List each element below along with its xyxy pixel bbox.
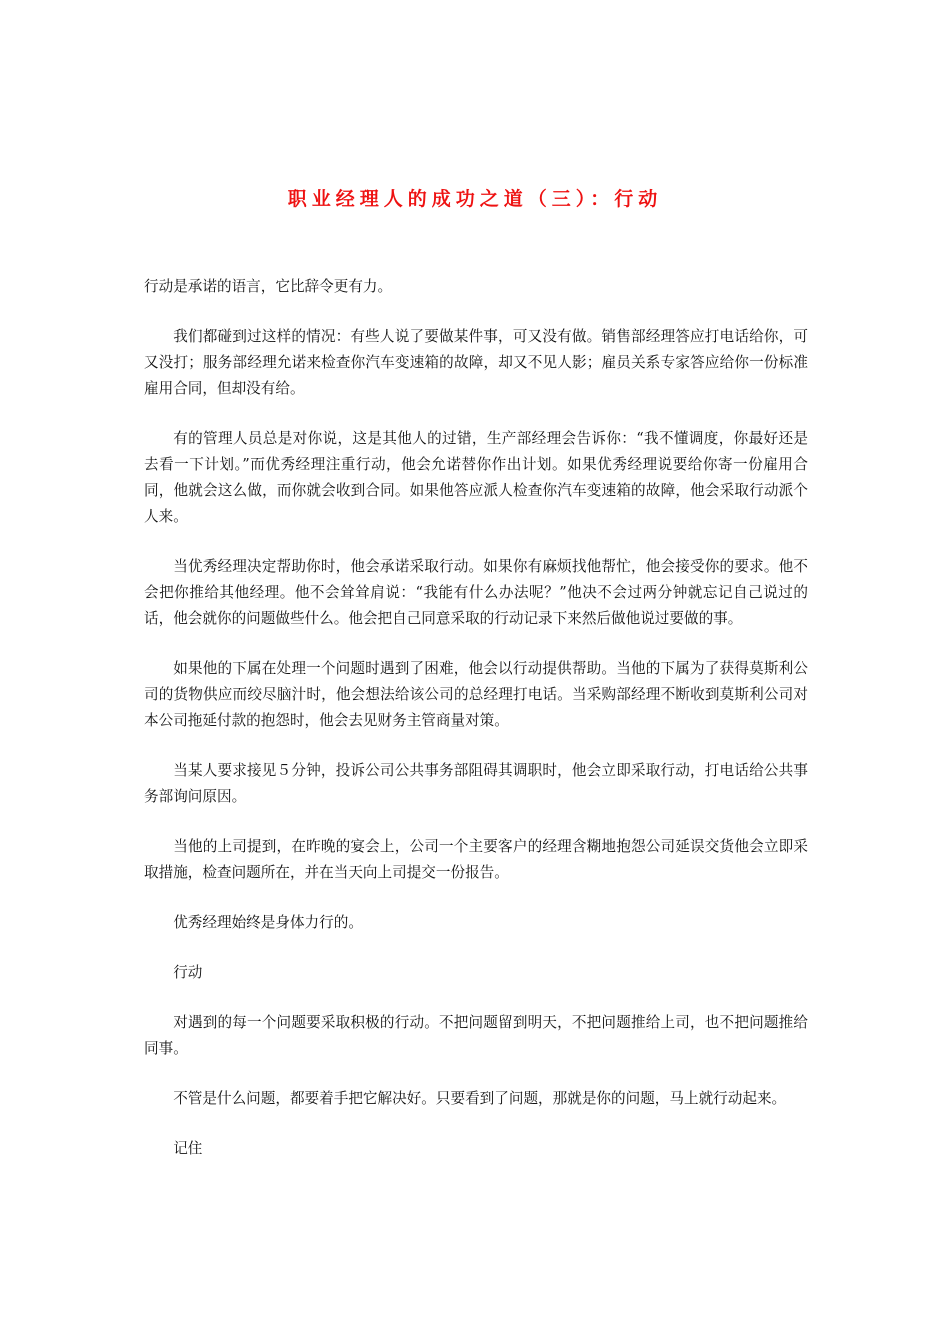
paragraph: 优秀经理始终是身体力行的。	[173, 914, 363, 931]
section-heading: 记住	[173, 1140, 203, 1157]
paragraph: 不管是什么问题，都要着手把它解决好。只要看到了问题，那就是你的问题，马上就行动起来。	[173, 1090, 787, 1107]
paragraph: 对遇到的每一个问题要采取积极的行动。不把问题留到明天，不把问题推给上司，也不把问题推给同事。	[144, 1014, 808, 1057]
paragraph: 如果他的下属在处理一个问题时遇到了困难，他会以行动提供帮助。当他的下属为了获得莫斯利公司的货物供应而绞尽脑汁时，他会想法给该公司的总经理打电话。当采购部经理不断收到莫斯利公司对本公司拖延付款的抱怨时，他会去见财务主管商量对策。	[144, 660, 808, 729]
paragraph-intro: 行动是承诺的语言，它比辞令更有力。	[144, 278, 393, 295]
paragraph: 有的管理人员总是对你说，这是其他人的过错，生产部经理会告诉你：“我不懂调度，你最好还是去看一下计划。”而优秀经理注重行动，他会允诺替你作出计划。如果优秀经理说要给你寄一份雇用合同，他就会这么做，而你就会收到合同。如果他答应派人检查你汽车变速箱的故障，他会采取行动派个人来。	[144, 430, 808, 525]
document-body	[144, 274, 808, 1162]
paragraph: 当某人要求接见５分钟，投诉公司公共事务部阻碍其调职时，他会立即采取行动，打电话给公共事务部询问原因。	[144, 762, 808, 805]
document-title: 职业经理人的成功之道（三）：行动	[287, 188, 663, 210]
paragraph: 当他的上司提到，在昨晚的宴会上，公司一个主要客户的经理含糊地抱怨公司延误交货他会立即采取措施，检查问题所在，并在当天向上司提交一份报告。	[144, 838, 808, 881]
section-heading: 行动	[173, 964, 203, 981]
paragraph: 当优秀经理决定帮助你时，他会承诺采取行动。如果你有麻烦找他帮忙，他会接受你的要求。他不会把你推给其他经理。他不会耸耸肩说：“我能有什么办法呢？”他决不会过两分钟就忘记自己说过的话，他会就你的问题做些什么。他会把自己同意采取的行动记录下来然后做他说过要做的事。	[144, 558, 808, 627]
paragraph: 我们都碰到过这样的情况：有些人说了要做某件事，可又没有做。销售部经理答应打电话给你，可又没打；服务部经理允诺来检查你汽车变速箱的故障，却又不见人影；雇员关系专家答应给你一份标准雇用合同，但却没有给。	[144, 328, 808, 397]
